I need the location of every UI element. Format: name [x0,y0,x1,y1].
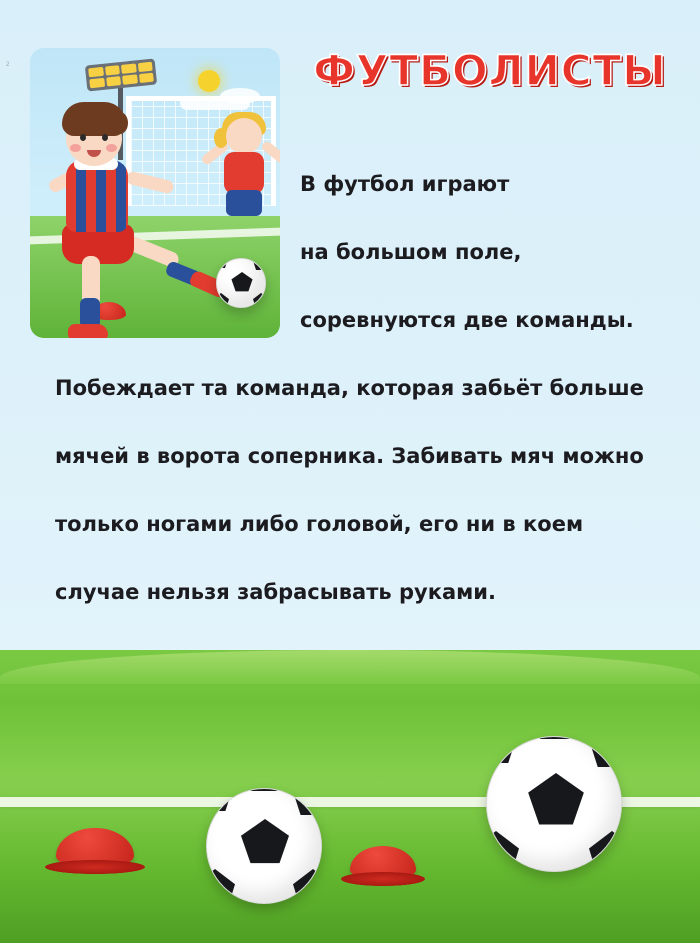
sun-icon [198,70,220,92]
text-line: только ногами либо головой, его ни в коем [55,512,584,536]
floodlight-icon [85,58,157,91]
text-line: на большом поле, [300,240,522,264]
text-line: мячей в ворота соперника. Забивать мяч можно [55,444,644,468]
text-line: случае нельзя забрасывать руками. [55,580,496,604]
cloud-icon [220,88,260,104]
goalkeeper-head [226,118,262,154]
page-title: ФУТБОЛИСТЫ [313,46,667,95]
soccer-ball-large [486,736,622,872]
soccer-ball-medium [206,788,322,904]
body-text [55,150,655,626]
text-line: В футбол играют [300,172,510,196]
text-line: Побеждает та команда, которая забьёт больше [55,376,644,400]
page-number: 2 [6,62,10,68]
text-line: соревнуются две команды. [300,308,634,332]
player-eye [80,134,86,141]
player-eye [102,134,108,141]
player-hair [62,102,126,136]
